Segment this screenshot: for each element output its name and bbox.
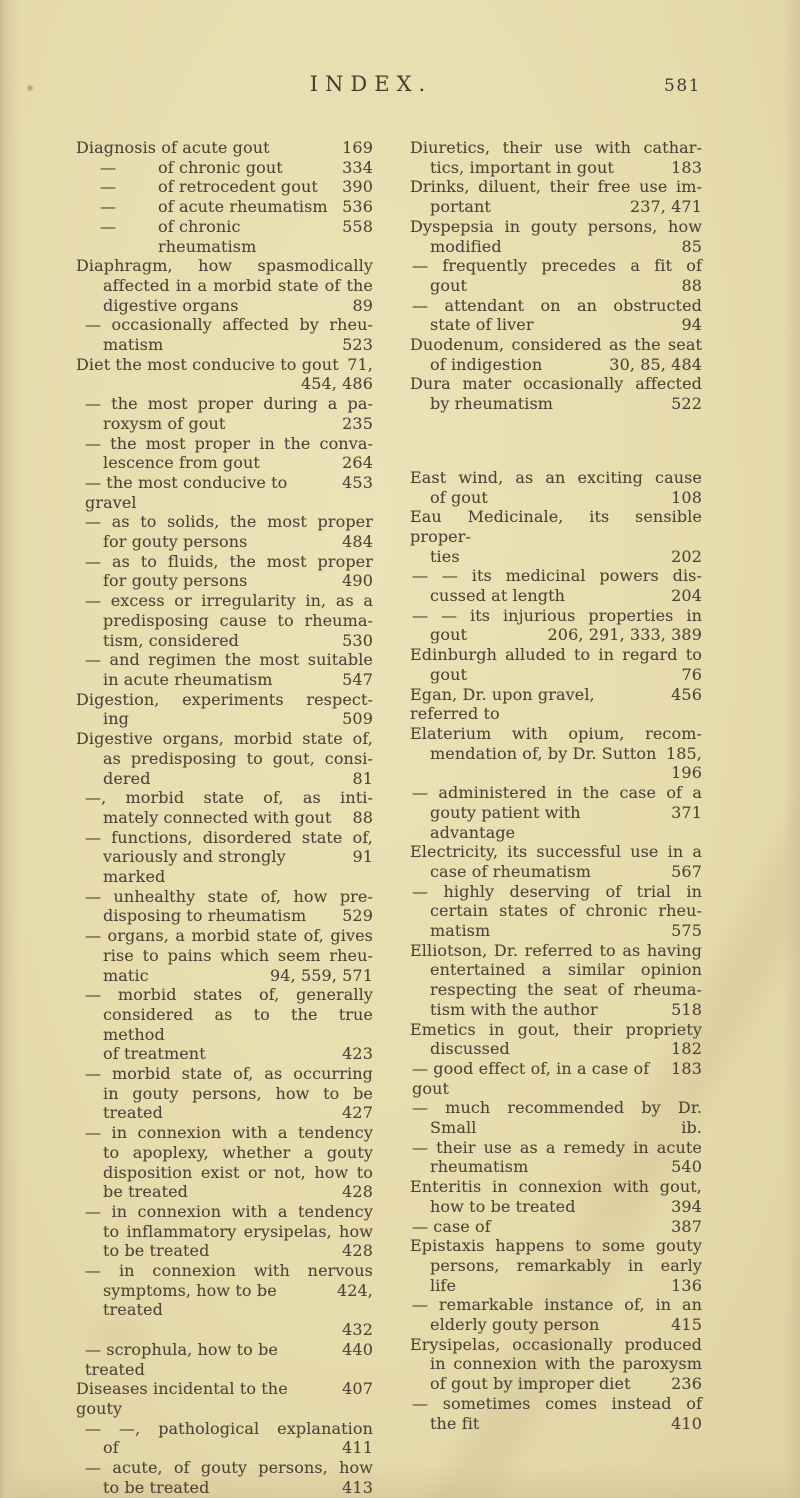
entry-text: of gout — [430, 487, 488, 507]
page-ref: 423 — [342, 1044, 373, 1064]
index-entry-line: in gouty persons, how to be — [103, 1083, 373, 1103]
entry-text: lescence from gout — [103, 453, 260, 473]
index-entry-line: Diaphragm, how spasmodically — [76, 256, 373, 276]
page-ref: 440 — [342, 1339, 373, 1359]
index-entry-line — [430, 197, 702, 217]
page-ref: 85 — [681, 236, 702, 256]
index-entry-line: respecting the seat of rheuma- — [430, 980, 702, 1000]
page-ref: 94, 559, 571 — [270, 965, 373, 985]
index-subentry-line — [100, 158, 373, 178]
index-column-left — [76, 138, 373, 1498]
page-ref: 509 — [342, 709, 373, 729]
entry-text: elderly gouty person — [430, 1315, 600, 1335]
page-ref: 547 — [342, 669, 373, 689]
index-entry-line — [430, 1276, 702, 1296]
index-entry-line — [430, 315, 702, 335]
index-entry-line — [430, 237, 702, 257]
entry-text: gout — [430, 664, 468, 684]
index-entry-line: — in connexion with a tendency — [85, 1201, 373, 1221]
entry-text: discussed — [430, 1039, 510, 1059]
page-ref: 428 — [342, 1241, 373, 1261]
entry-text: to be treated — [103, 1477, 210, 1497]
index-entry-line: — occasionally affected by rheu- — [85, 315, 373, 335]
page-ref: 456 — [671, 684, 702, 704]
index-entry-line — [430, 744, 702, 764]
entry-text: — scrophula, how to be treated — [85, 1339, 278, 1379]
index-entry-line: — administered in the case of a — [412, 783, 702, 803]
index-entry-line — [430, 803, 702, 842]
index-entry-line: Elaterium with opium, recom- — [410, 723, 702, 743]
entry-text: tism with the author — [430, 999, 598, 1019]
index-entry-line: — acute, of gouty persons, how — [85, 1458, 373, 1478]
page-ref: 558 — [342, 216, 373, 236]
page-ref: 30, 85, 484 — [609, 354, 702, 374]
index-entry-line — [412, 1217, 702, 1237]
entry-text: matism — [103, 335, 164, 355]
page-ref: 202 — [671, 546, 702, 566]
index-entry-line — [430, 921, 702, 941]
index-entry-line — [103, 1044, 373, 1064]
entry-text: gout — [430, 625, 468, 645]
page-ref: 428 — [342, 1182, 373, 1202]
index-entry-line — [430, 1197, 702, 1217]
entry-text: — the most conducive to gravel — [85, 472, 288, 512]
index-subentry-line — [100, 217, 373, 256]
index-entry-line — [430, 547, 702, 567]
index-entry-line: predisposing cause to rheuma- — [103, 610, 373, 630]
entry-text: variously and strongly marked — [103, 847, 286, 887]
page-ref: 235 — [342, 413, 373, 433]
index-entry-line — [103, 906, 373, 926]
page-ref: 136 — [671, 1275, 702, 1295]
page-ref: 88 — [352, 807, 373, 827]
index-entry-line: Elliotson, Dr. referred to as having — [410, 940, 702, 960]
index-entry-line — [103, 1241, 373, 1261]
index-entry-line: — excess or irregularity in, as a — [85, 591, 373, 611]
index-entry-line — [103, 1103, 373, 1123]
index-entry-line — [430, 394, 702, 414]
entry-text: by rheumatism — [430, 394, 554, 414]
index-entry-line — [430, 1414, 702, 1434]
page-ref: 371 — [671, 802, 702, 822]
page-ref: 407 — [342, 1379, 373, 1399]
page-ref: 264 — [342, 453, 373, 473]
index-entry-line: — morbid state of, as occurring — [85, 1064, 373, 1084]
index-entry-line — [103, 296, 373, 316]
entry-text: rheumatism — [430, 1157, 529, 1177]
index-entry-line: affected in a morbid state of the — [103, 275, 373, 295]
page-number: 581 — [664, 76, 701, 96]
index-entry-line — [85, 473, 373, 512]
index-entry-line — [103, 1281, 373, 1320]
page-ref: 484 — [342, 532, 373, 552]
page-ref: 182 — [671, 1039, 702, 1059]
index-entry-line — [103, 335, 373, 355]
index-entry-line: Electricity, its successful use in a — [410, 842, 702, 862]
index-entry-line: considered as to the true method — [103, 1004, 373, 1044]
index-entry-line: Duodenum, considered as the seat — [410, 335, 702, 355]
index-entry-line: — remarkable instance of, in an — [412, 1295, 702, 1315]
entry-text: for gouty persons — [103, 571, 248, 591]
index-entry-line — [103, 1182, 373, 1202]
index-entry-line: — unhealthy state of, how pre- — [85, 886, 373, 906]
page-ref-line: 454, 486 — [300, 374, 373, 394]
index-entry-line: — as to fluids, the most proper — [85, 551, 373, 571]
page-ref: 415 — [671, 1315, 702, 1335]
index-entry-line: Edinburgh alluded to in regard to — [410, 645, 702, 665]
entry-text: of gout by improper diet — [430, 1374, 631, 1394]
index-entry-line — [430, 488, 702, 508]
index-entry-line: Erysipelas, occasionally produced — [410, 1334, 702, 1354]
index-entry-line — [103, 670, 373, 690]
page-ref: 334 — [342, 157, 373, 177]
index-entry-line: Diuretics, their use with cathar- — [410, 138, 702, 157]
page-ref: 76 — [681, 664, 702, 684]
entry-text: digestive organs — [103, 295, 239, 315]
page-ref: 89 — [352, 295, 373, 315]
entry-text: state of liver — [430, 315, 534, 335]
entry-text: treated — [103, 1103, 163, 1123]
page-ref: 206, 291, 333, 389 — [547, 625, 702, 645]
index-entry-line — [430, 158, 702, 178]
ditto-dash-icon: — — [100, 216, 117, 236]
entry-text: Small — [430, 1118, 477, 1138]
entry-text: of indigestion — [430, 354, 543, 374]
index-entry-line — [430, 276, 702, 296]
entry-text: matic — [103, 965, 149, 985]
index-entry-line: Digestive organs, morbid state of, — [76, 729, 373, 749]
page-ref: 490 — [342, 571, 373, 591]
page-ref: 108 — [671, 487, 702, 507]
entry-text: life — [430, 1275, 457, 1295]
index-entry-line — [76, 1379, 373, 1418]
index-entry-line — [103, 847, 373, 886]
entry-text: dered — [103, 768, 151, 788]
page-ref: 410 — [671, 1413, 702, 1433]
index-entry-line: — organs, a morbid state of, gives — [85, 926, 373, 946]
index-entry-line: —, morbid state of, as inti- — [85, 788, 373, 808]
entry-text: to be treated — [103, 1241, 210, 1261]
index-entry-line — [430, 1315, 702, 1335]
page-ref: 413 — [342, 1477, 373, 1497]
entry-text: ing — [103, 709, 129, 729]
entry-text: mendation of, by Dr. Sutton — [430, 743, 657, 763]
index-entry-line: Drinks, diluent, their free use im- — [410, 177, 702, 197]
index-entry-line: — their use as a remedy in acute — [412, 1137, 702, 1157]
index-entry-line — [430, 1039, 702, 1059]
entry-text: Egan, Dr. upon gravel, referred to — [410, 684, 595, 724]
page-ref: 81 — [352, 768, 373, 788]
index-entry-line: Dyspepsia in gouty persons, how — [410, 216, 702, 236]
page-ref: 540 — [671, 1157, 702, 1177]
page-ref: 169 — [342, 138, 373, 157]
index-entry-line: — — its medicinal powers dis- — [412, 566, 702, 586]
entry-text: matism — [430, 921, 491, 941]
entry-text: of chronic rheumatism — [158, 216, 257, 256]
index-entry-line: to apoplexy, whether a gouty — [103, 1142, 373, 1162]
index-entry-line: — sometimes comes instead of — [412, 1393, 702, 1413]
index-entry-line: Dura mater occasionally affected — [410, 374, 702, 394]
index-entry-line — [430, 1374, 702, 1394]
entry-text: be treated — [103, 1182, 189, 1202]
page-ref: 204 — [671, 586, 702, 606]
index-entry-line — [430, 862, 702, 882]
index-entry-line: — morbid states of, generally — [85, 985, 373, 1005]
page-ref: 427 — [342, 1103, 373, 1123]
index-entry-line: Eau Medicinale, its sensible proper- — [410, 507, 702, 546]
index-entry-line — [103, 532, 373, 552]
entry-text: Diagnosis of acute gout — [76, 138, 270, 157]
entry-text: Diet the most conducive to gout — [76, 354, 339, 374]
page-ref: 523 — [342, 335, 373, 355]
index-entry-line — [103, 571, 373, 591]
page-ref: 453 — [342, 472, 373, 492]
entry-text: mately connected with gout — [103, 807, 332, 827]
ditto-dash-icon: — — [100, 177, 117, 197]
entry-text: symptoms, how to be treated — [103, 1280, 277, 1320]
entry-text: of retrocedent gout — [158, 177, 318, 197]
entry-text: the fit — [430, 1413, 480, 1433]
index-entry-line — [103, 808, 373, 828]
index-entry-line: East wind, as an exciting cause — [410, 467, 702, 487]
page-ref: 411 — [342, 1438, 373, 1458]
entry-text: cussed at length — [430, 586, 566, 606]
page-ref: 183 — [671, 157, 702, 177]
entry-text: of treatment — [103, 1044, 206, 1064]
index-entry-line: Epistaxis happens to some gouty — [410, 1236, 702, 1256]
index-subentry-line — [100, 197, 373, 217]
entry-text: roxysm of gout — [103, 413, 226, 433]
page-title: INDEX. — [309, 72, 433, 96]
page-ref: 424, — [336, 1280, 373, 1300]
entry-text: in acute rheumatism — [103, 669, 273, 689]
index-entry-line: disposition exist or not, how to — [103, 1162, 373, 1182]
index-entry-line: rise to pains which seem rheu- — [103, 945, 373, 965]
index-entry-line — [103, 453, 373, 473]
index-entry-line — [103, 709, 373, 729]
index-entry-line — [103, 631, 373, 651]
page-ref: 91 — [352, 847, 373, 867]
page-ref: 88 — [681, 275, 702, 295]
index-entry-line: as predisposing to gout, consi- — [103, 748, 373, 768]
index-entry-line: — in connexion with a tendency — [85, 1123, 373, 1143]
index-entry-line: — highly deserving of trial in — [412, 881, 702, 901]
entry-text: — case of — [412, 1216, 491, 1236]
index-entry-line — [103, 769, 373, 789]
index-entry-line — [430, 1000, 702, 1020]
index-column-right — [410, 138, 702, 1433]
page-ref: 94 — [681, 315, 702, 335]
page-ref: 237, 471 — [629, 197, 702, 217]
index-entry-line: certain states of chronic rheu- — [430, 901, 702, 921]
index-entry-line: persons, remarkably in early — [430, 1255, 702, 1275]
page-ref: 183 — [671, 1058, 702, 1078]
ditto-dash-icon: — — [100, 197, 117, 217]
index-entry-line: — as to solids, the most proper — [85, 512, 373, 532]
page-ref: 236 — [671, 1374, 702, 1394]
index-entry-line — [103, 1438, 373, 1458]
index-entry-line: Enteritis in connexion with gout, — [410, 1177, 702, 1197]
page-ref: 185, — [665, 743, 702, 763]
entry-text: modified — [430, 236, 502, 256]
index-entry-line: — much recommended by Dr. — [412, 1098, 702, 1118]
index-entry-line — [430, 1157, 702, 1177]
index-entry-line: — the most proper during a pa- — [85, 394, 373, 414]
page-ref-line: 196 — [671, 763, 702, 783]
index-entry-line — [85, 1340, 373, 1379]
section-gap — [410, 414, 702, 468]
page-ref-line: 432 — [342, 1320, 373, 1340]
index-entry-line: — —, pathological explanation — [85, 1418, 373, 1438]
entry-text: Diseases incidental to the gouty — [76, 1379, 288, 1418]
index-entry-line — [412, 1059, 702, 1098]
entry-text: gouty patient with advantage — [430, 802, 581, 842]
page-ref: 387 — [671, 1216, 702, 1236]
index-entry-line: — and regimen the most suitable — [85, 650, 373, 670]
index-entry-line: — in connexion with nervous — [85, 1261, 373, 1281]
page-ref: 536 — [342, 197, 373, 217]
page-ref: ib. — [681, 1118, 702, 1138]
index-entry-line: Emetics in gout, their propriety — [410, 1019, 702, 1039]
index-entry-line: to inflammatory erysipelas, how — [103, 1221, 373, 1241]
ditto-dash-icon: — — [100, 157, 117, 177]
page-ref: 529 — [342, 906, 373, 926]
index-entry-line: — attendant on an obstructed — [412, 295, 702, 315]
index-entry-line — [76, 355, 373, 375]
index-entry-line: entertained a similar opinion — [430, 960, 702, 980]
entry-text: ties — [430, 546, 460, 566]
entry-text: — good effect of, in a case of gout — [412, 1058, 650, 1098]
index-entry-line — [103, 414, 373, 434]
page-ref: 530 — [342, 630, 373, 650]
page-ref: 71, — [347, 354, 373, 374]
page-ref: 394 — [671, 1196, 702, 1216]
index-entry-line — [430, 625, 702, 645]
index-entry-line: in connexion with the paroxysm — [430, 1354, 702, 1374]
index-entry-line: — functions, disordered state of, — [85, 827, 373, 847]
page-ref: 575 — [671, 921, 702, 941]
index-entry-line: — frequently precedes a fit of — [412, 256, 702, 276]
index-entry-line — [410, 685, 702, 724]
entry-text: of — [103, 1438, 119, 1458]
entry-text: of acute rheumatism — [158, 197, 328, 217]
page-ref: 522 — [671, 394, 702, 414]
entry-text: tics, important in gout — [430, 157, 614, 177]
index-entry-line: Digestion, experiments respect- — [76, 689, 373, 709]
entry-text: gout — [430, 275, 468, 295]
entry-text: for gouty persons — [103, 532, 248, 552]
index-entry-line — [430, 586, 702, 606]
index-entry-line — [76, 138, 373, 158]
entry-text: disposing to rheumatism — [103, 906, 307, 926]
index-entry-line — [103, 966, 373, 986]
entry-text: portant — [430, 197, 491, 217]
index-entry-line — [430, 665, 702, 685]
entry-text: of chronic gout — [158, 157, 283, 177]
page-ref: 567 — [671, 861, 702, 881]
page-ref: 518 — [671, 999, 702, 1019]
index-entry-line — [103, 1478, 373, 1498]
entry-text: tism, considered — [103, 630, 239, 650]
page-ref: 390 — [342, 177, 373, 197]
index-subentry-line — [100, 177, 373, 197]
index-entry-line — [430, 1118, 702, 1138]
index-entry-line: — the most proper in the conva- — [85, 433, 373, 453]
index-entry-line — [430, 355, 702, 375]
entry-text: case of rheumatism — [430, 861, 592, 881]
entry-text: how to be treated — [430, 1196, 576, 1216]
index-entry-line: — — its injurious properties in — [412, 605, 702, 625]
